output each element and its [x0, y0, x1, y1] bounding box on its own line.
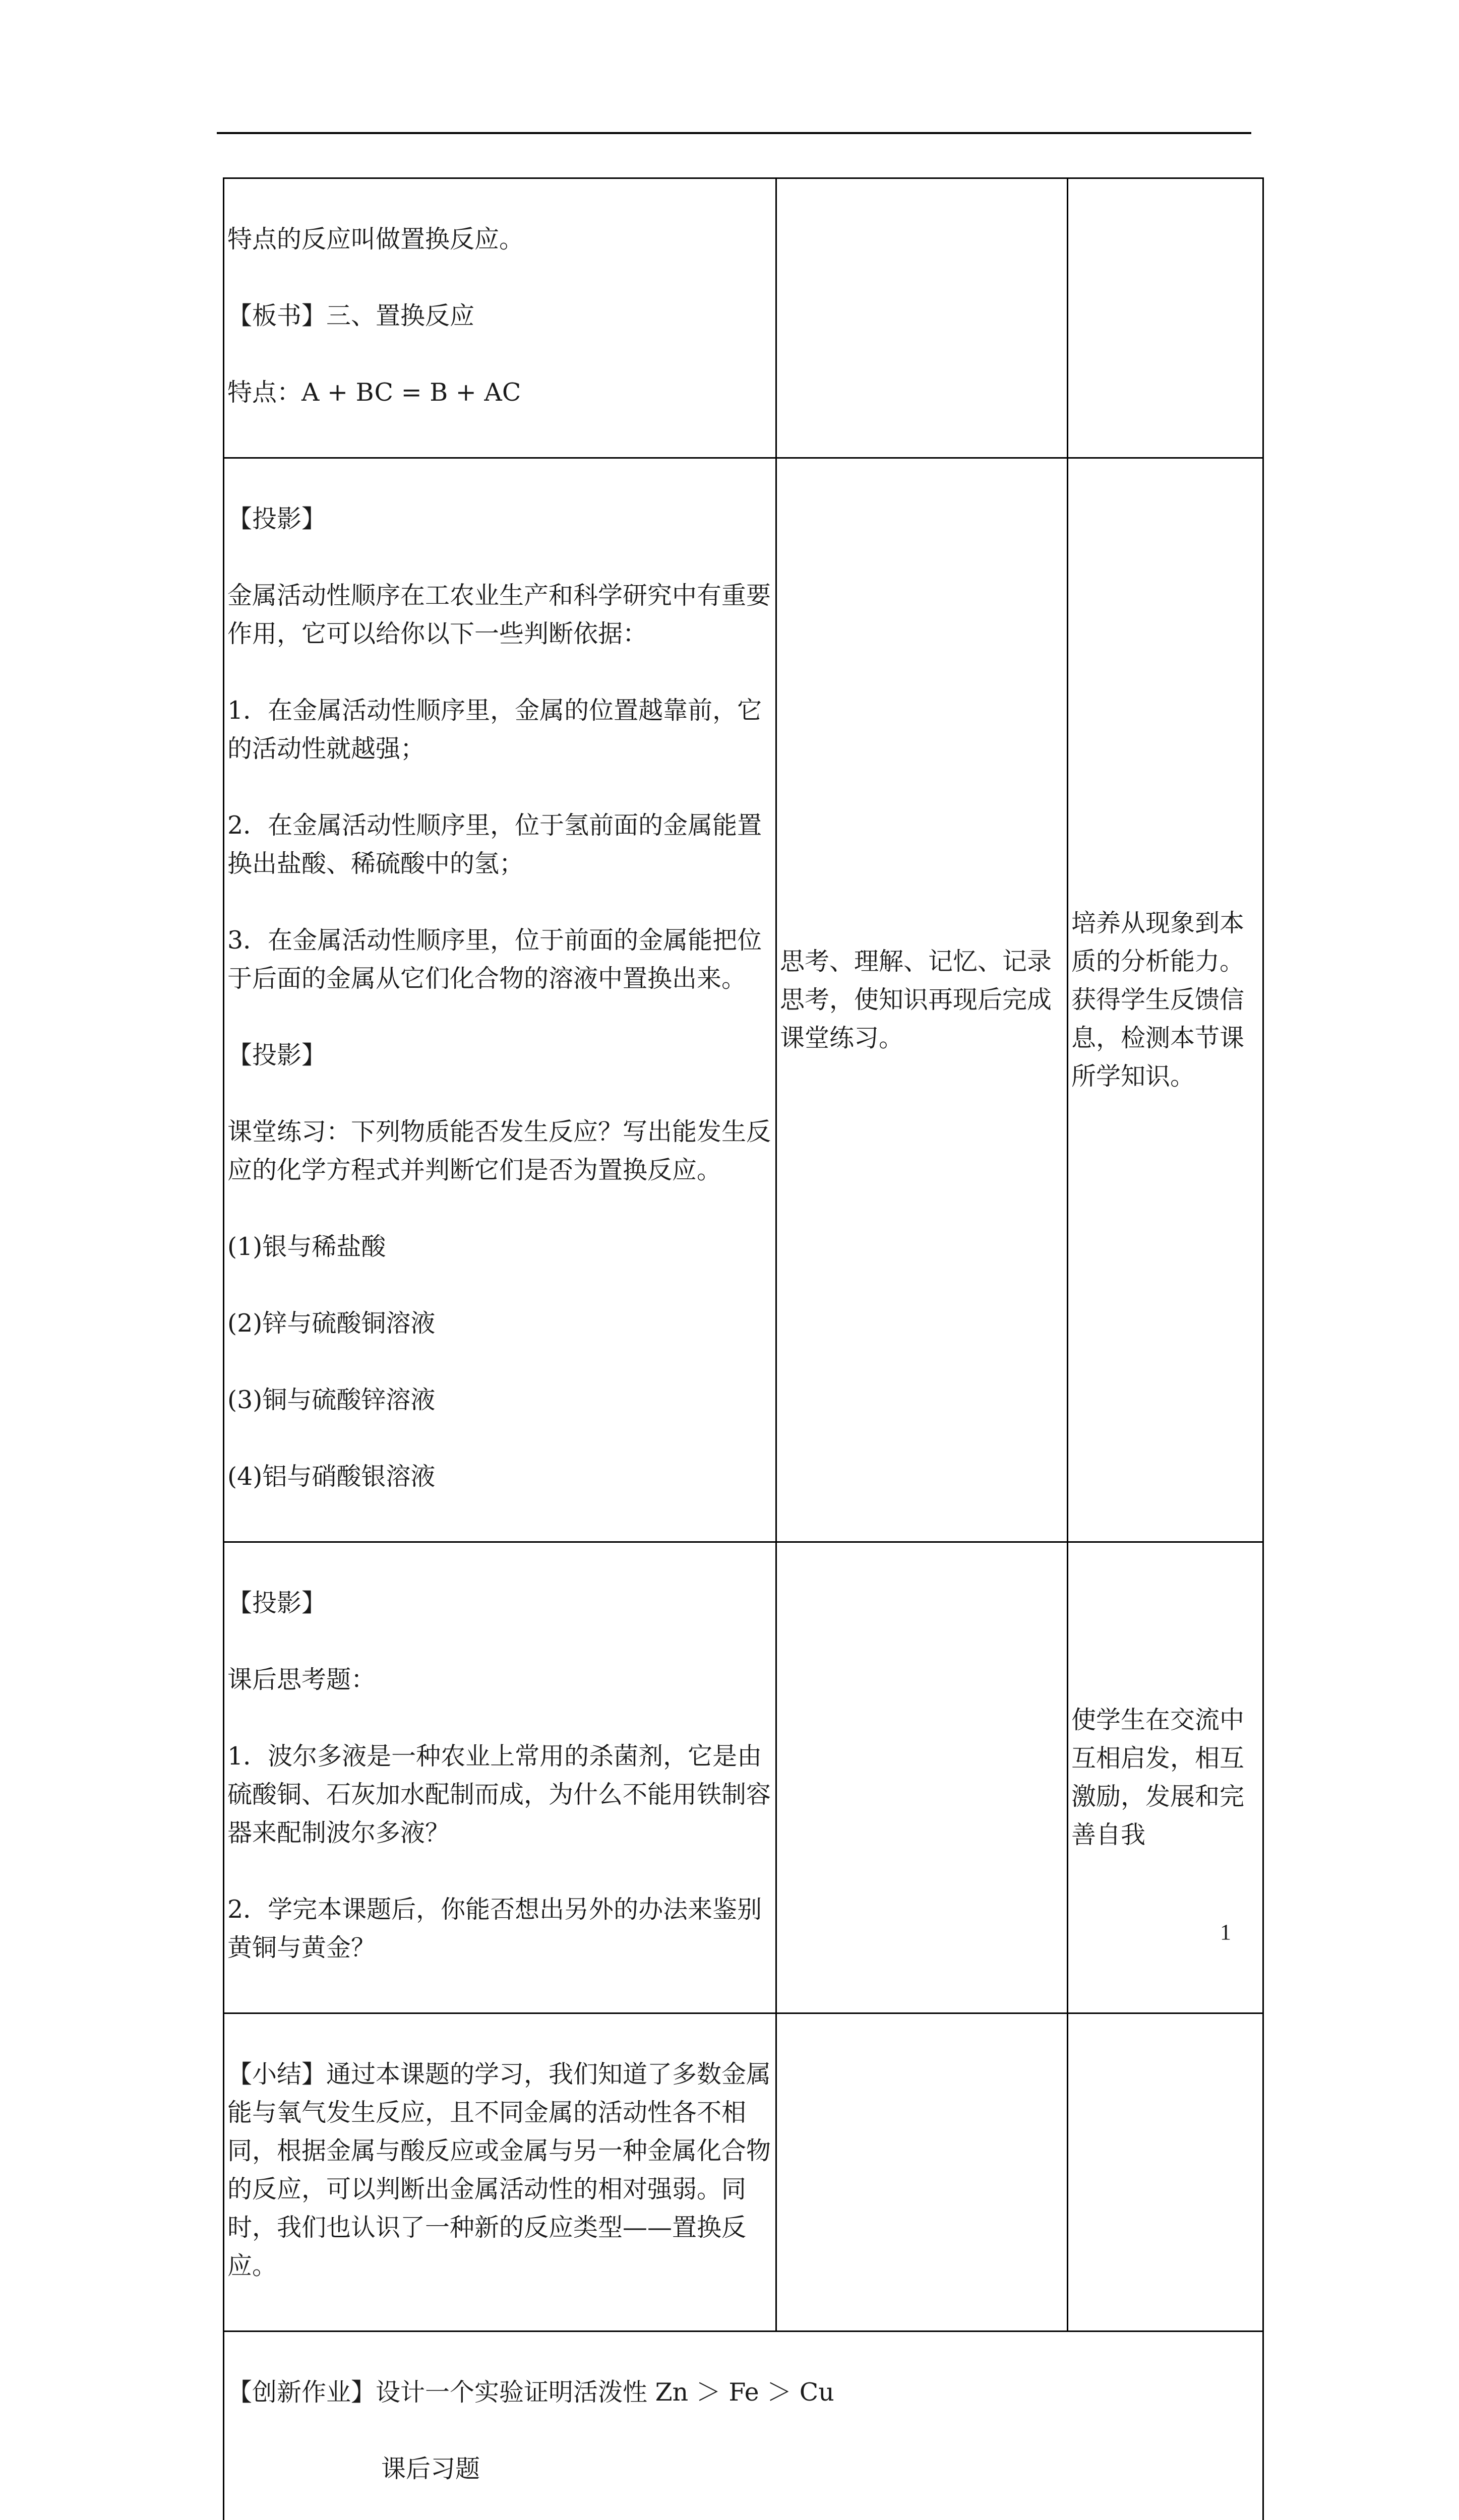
- design-purpose-cell: [1068, 1542, 1263, 2013]
- text-line: 特点：A + BC = B + AC: [227, 373, 772, 412]
- text-line: (1)银与稀盐酸: [227, 1228, 772, 1266]
- text-line: (2)锌与硫酸铜溶液: [227, 1304, 772, 1343]
- text-line: 1．波尔多液是一种农业上常用的杀菌剂，它是由硫酸铜、石灰加水配制而成，为什么不能用铁制容器来配制波尔多液？: [227, 1737, 772, 1852]
- teacher-activity-cell: [224, 2013, 776, 2332]
- text-line: 【投影】: [227, 500, 772, 538]
- teacher-activity-cell: [224, 1542, 776, 2013]
- text-line: 1．在金属活动性顺序里，金属的位置越靠前，它的活动性就越强；: [227, 691, 772, 768]
- table-row: [224, 178, 1263, 458]
- text-line: 2．学完本课题后，你能否想出另外的办法来鉴别黄铜与黄金？: [227, 1891, 772, 1967]
- text-line: 课后思考题：: [227, 1661, 772, 1699]
- lesson-plan-table: [223, 177, 1264, 2520]
- text-line: (3)铜与硫酸锌溶液: [227, 1381, 772, 1419]
- text-line: 特点的反应叫做置换反应。: [227, 220, 772, 259]
- design-purpose-cell: [1068, 2013, 1263, 2332]
- design-purpose-text: 培养从现象到本质的分析能力。获得学生反馈信息，检测本节课所学知识。: [1071, 904, 1259, 1096]
- table-row: [224, 458, 1263, 1542]
- homework-line: 课后习题: [227, 2450, 1259, 2488]
- homework-line: 【创新作业】设计一个实验证明活泼性 Zn ＞ Fe ＞ Cu: [227, 2373, 1259, 2412]
- text-line: 3．在金属活动性顺序里，位于前面的金属能把位于后面的金属从它们化合物的溶液中置换出来。: [227, 921, 772, 998]
- text-line: 课堂练习：下列物质能否发生反应？写出能发生反应的化学方程式并判断它们是否为置换反应。: [227, 1113, 772, 1189]
- student-activity-cell: [776, 1542, 1068, 2013]
- text-line: 【投影】: [227, 1036, 772, 1075]
- student-activity-cell: [776, 2013, 1068, 2332]
- text-line: 2．在金属活动性顺序里，位于氢前面的金属能置换出盐酸、稀硫酸中的氢；: [227, 806, 772, 883]
- design-purpose-text: 使学生在交流中互相启发，相互激励，发展和完善自我: [1071, 1701, 1259, 1854]
- student-activity-cell: [776, 458, 1068, 1542]
- table-row: [224, 2013, 1263, 2332]
- teacher-activity-cell: [224, 458, 776, 1542]
- table-row: [224, 1542, 1263, 2013]
- homework-cell: [224, 2332, 1263, 2520]
- teacher-activity-cell: [224, 178, 776, 458]
- student-activity-cell: [776, 178, 1068, 458]
- page-number: 1: [1220, 1919, 1231, 1945]
- student-activity-text: 思考、理解、记忆、记录思考，使知识再现后完成课堂练习。: [780, 942, 1064, 1057]
- design-purpose-cell: [1068, 178, 1263, 458]
- table-row: [224, 2332, 1263, 2520]
- text-line: 【投影】: [227, 1584, 772, 1622]
- design-purpose-cell: [1068, 458, 1263, 1542]
- text-line: 金属活动性顺序在工农业生产和科学研究中有重要作用，它可以给你以下一些判断依据：: [227, 577, 772, 653]
- text-line: (4)铝与硝酸银溶液: [227, 1458, 772, 1496]
- text-line: 【板书】三、置换反应: [227, 297, 772, 335]
- header-rule: [217, 132, 1251, 134]
- summary-text: 【小结】通过本课题的学习，我们知道了多数金属能与氧气发生反应，且不同金属的活动性各不相同，根据金属与酸反应或金属与另一种金属化合物的反应，可以判断出金属活动性的相对强弱。同时，我们也认识了一种新的反应类型——置换反应。: [227, 2055, 772, 2285]
